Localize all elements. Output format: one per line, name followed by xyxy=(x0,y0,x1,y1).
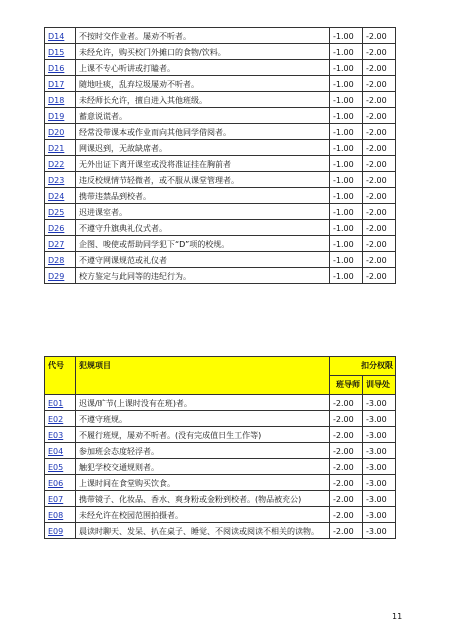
counselor-deduction: -3.00 xyxy=(363,475,396,491)
rule-code-link[interactable]: D26 xyxy=(45,220,76,236)
teacher-deduction: -2.00 xyxy=(330,491,363,507)
rule-code-link[interactable]: D27 xyxy=(45,236,76,252)
rule-description: 校方鉴定与此同等的违纪行为。 xyxy=(76,268,330,284)
teacher-deduction: -1.00 xyxy=(330,156,363,172)
deduction-header: 扣分权限 xyxy=(330,357,396,376)
rule-description: 未经师长允许，擅自进入其他班级。 xyxy=(76,92,330,108)
table-row xyxy=(45,523,396,539)
table-row xyxy=(45,252,396,268)
table-row xyxy=(45,443,396,459)
table-row xyxy=(45,491,396,507)
table-row xyxy=(45,507,396,523)
counselor-deduction: -2.00 xyxy=(363,44,396,60)
teacher-deduction: -1.00 xyxy=(330,60,363,76)
table-row xyxy=(45,395,396,411)
teacher-deduction: -2.00 xyxy=(330,459,363,475)
counselor-deduction: -2.00 xyxy=(363,124,396,140)
rule-code-link[interactable]: D20 xyxy=(45,124,76,140)
counselor-deduction: -3.00 xyxy=(363,507,396,523)
table-row xyxy=(45,28,396,44)
rule-description: 不遵守升旗典礼仪式者。 xyxy=(76,220,330,236)
teacher-deduction: -2.00 xyxy=(330,507,363,523)
table-row xyxy=(45,108,396,124)
rule-description: 不遵守班规。 xyxy=(76,411,330,427)
counselor-deduction: -3.00 xyxy=(363,443,396,459)
rule-description: 不按时交作业者。屡劝不听者。 xyxy=(76,28,330,44)
rule-description: 未经允许，购买校门外摊口的食物/饮料。 xyxy=(76,44,330,60)
rule-description: 网课迟到，无故缺席者。 xyxy=(76,140,330,156)
rule-description: 不遵守网课规范或礼仪者 xyxy=(76,252,330,268)
item-header: 犯规项目 xyxy=(76,357,330,395)
rule-description: 不履行班规，屡劝不听者。(没有完成值日生工作等) xyxy=(76,427,330,443)
rule-description: 晨读时聊天、发呆、扒在桌子、睡觉、不阅读或阅读不相关的读物。 xyxy=(76,523,330,539)
rule-code-link[interactable]: D15 xyxy=(45,44,76,60)
teacher-deduction: -1.00 xyxy=(330,140,363,156)
rule-code-link[interactable]: D18 xyxy=(45,92,76,108)
table-row xyxy=(45,475,396,491)
teacher-deduction: -1.00 xyxy=(330,236,363,252)
teacher-deduction: -1.00 xyxy=(330,124,363,140)
table-row xyxy=(45,236,396,252)
rule-code-link[interactable]: D25 xyxy=(45,204,76,220)
teacher-deduction: -1.00 xyxy=(330,108,363,124)
rule-description: 无外出证下离开课室或没将准证挂在胸前者 xyxy=(76,156,330,172)
counselor-deduction: -3.00 xyxy=(363,395,396,411)
teacher-deduction: -1.00 xyxy=(330,92,363,108)
counselor-deduction: -2.00 xyxy=(363,204,396,220)
rules-table-d xyxy=(44,27,396,284)
rule-code-link[interactable]: D19 xyxy=(45,108,76,124)
teacher-deduction: -1.00 xyxy=(330,44,363,60)
counselor-deduction: -2.00 xyxy=(363,188,396,204)
counselor-deduction: -2.00 xyxy=(363,60,396,76)
counselor-deduction: -2.00 xyxy=(363,220,396,236)
rule-description: 携带镜子、化妆品、香水、爽身粉或金粉到校者。(物品被充公) xyxy=(76,491,330,507)
counselor-deduction: -3.00 xyxy=(363,427,396,443)
table-row xyxy=(45,204,396,220)
table-row xyxy=(45,172,396,188)
counselor-deduction: -3.00 xyxy=(363,459,396,475)
teacher-deduction: -1.00 xyxy=(330,252,363,268)
counselor-deduction: -2.00 xyxy=(363,108,396,124)
rule-code-link[interactable]: D23 xyxy=(45,172,76,188)
teacher-deduction: -2.00 xyxy=(330,475,363,491)
teacher-deduction: -1.00 xyxy=(330,76,363,92)
counselor-deduction: -2.00 xyxy=(363,76,396,92)
rule-description: 上课不专心听讲或打瞌者。 xyxy=(76,60,330,76)
rule-code-link[interactable]: E01 xyxy=(45,395,76,411)
rule-code-link[interactable]: E08 xyxy=(45,507,76,523)
rule-code-link[interactable]: D16 xyxy=(45,60,76,76)
counselor-deduction: -2.00 xyxy=(363,236,396,252)
counselor-deduction: -2.00 xyxy=(363,92,396,108)
teacher-deduction: -2.00 xyxy=(330,443,363,459)
rule-code-link[interactable]: E02 xyxy=(45,411,76,427)
table-row xyxy=(45,220,396,236)
page-number: 11 xyxy=(392,612,403,621)
teacher-deduction: -1.00 xyxy=(330,268,363,284)
teacher-deduction: -1.00 xyxy=(330,220,363,236)
counselor-deduction: -2.00 xyxy=(363,156,396,172)
rule-code-link[interactable]: E05 xyxy=(45,459,76,475)
table-row xyxy=(45,268,396,284)
rule-code-link[interactable]: D21 xyxy=(45,140,76,156)
table-row xyxy=(45,427,396,443)
rule-description: 违反校规情节轻微者，或不服从课堂管理者。 xyxy=(76,172,330,188)
rule-code-link[interactable]: D29 xyxy=(45,268,76,284)
table-row xyxy=(45,92,396,108)
rule-description: 经常没带课本或作业而向其他同学借阅者。 xyxy=(76,124,330,140)
table-row xyxy=(45,140,396,156)
counselor-deduction: -2.00 xyxy=(363,28,396,44)
counselor-deduction: -2.00 xyxy=(363,140,396,156)
counselor-deduction: -3.00 xyxy=(363,411,396,427)
rule-code-link[interactable]: E07 xyxy=(45,491,76,507)
rule-description: 企图、唆使或帮助同学犯下“D”项的校规。 xyxy=(76,236,330,252)
counselor-deduction: -3.00 xyxy=(363,523,396,539)
rule-code-link[interactable]: D28 xyxy=(45,252,76,268)
rule-code-link[interactable]: D24 xyxy=(45,188,76,204)
counselor-deduction: -3.00 xyxy=(363,491,396,507)
rule-code-link[interactable]: D17 xyxy=(45,76,76,92)
rule-description: 蓄意说谎者。 xyxy=(76,108,330,124)
teacher-deduction: -2.00 xyxy=(330,411,363,427)
teacher-deduction: -1.00 xyxy=(330,28,363,44)
teacher-deduction: -1.00 xyxy=(330,204,363,220)
rule-description: 随地吐痰，乱弃垃圾屡劝不听者。 xyxy=(76,76,330,92)
rule-description: 参加班会态度轻浮者。 xyxy=(76,443,330,459)
table-row xyxy=(45,44,396,60)
counselor-deduction: -2.00 xyxy=(363,252,396,268)
table-row xyxy=(45,124,396,140)
rule-code-link[interactable]: D14 xyxy=(45,28,76,44)
rule-code-link[interactable]: D22 xyxy=(45,156,76,172)
teacher-deduction: -2.00 xyxy=(330,395,363,411)
table-row xyxy=(45,188,396,204)
code-header: 代号 xyxy=(45,357,76,395)
rule-description: 迟进课室者。 xyxy=(76,204,330,220)
teacher-header: 班导师 xyxy=(330,376,363,395)
teacher-deduction: -1.00 xyxy=(330,188,363,204)
rule-code-link[interactable]: E03 xyxy=(45,427,76,443)
table-row xyxy=(45,60,396,76)
table-row xyxy=(45,156,396,172)
teacher-deduction: -1.00 xyxy=(330,172,363,188)
teacher-deduction: -2.00 xyxy=(330,427,363,443)
rule-description: 携带违禁品到校者。 xyxy=(76,188,330,204)
counselor-deduction: -2.00 xyxy=(363,268,396,284)
rule-code-link[interactable]: E04 xyxy=(45,443,76,459)
rule-code-link[interactable]: E09 xyxy=(45,523,76,539)
rule-description: 未经允许在校园范围拍摄者。 xyxy=(76,507,330,523)
table-row xyxy=(45,411,396,427)
rule-code-link[interactable]: E06 xyxy=(45,475,76,491)
table-row xyxy=(45,76,396,92)
teacher-deduction: -2.00 xyxy=(330,523,363,539)
table-row xyxy=(45,459,396,475)
rule-description: 迟课/旷节(上课时没有在班)者。 xyxy=(76,395,330,411)
rules-table-e xyxy=(44,356,396,539)
rule-description: 触犯学校交通规则者。 xyxy=(76,459,330,475)
counselor-header: 训导处 xyxy=(363,376,396,395)
table-header-row xyxy=(45,357,396,376)
rule-description: 上课时间在食堂购买饮食。 xyxy=(76,475,330,491)
counselor-deduction: -2.00 xyxy=(363,172,396,188)
